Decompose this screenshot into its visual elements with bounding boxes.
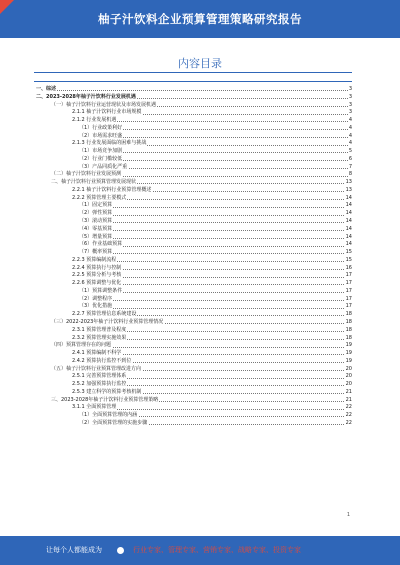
toc-entry[interactable] (0, 296, 400, 304)
toc-leader (79, 300, 350, 301)
toc-entry[interactable] (0, 140, 400, 148)
toc-entry-text: 3.1.1 全面预算管理 (72, 404, 117, 411)
toc-entry-page: 17 (345, 280, 352, 287)
toc-entry-text: （3）产品同质化严重 (79, 163, 128, 170)
toc-entry[interactable] (0, 102, 400, 110)
toc-entry[interactable] (0, 257, 400, 265)
toc-entry-text: （2）调整程序 (79, 295, 113, 302)
toc-entry-page: 18 (345, 318, 352, 325)
toc-entry[interactable] (0, 117, 400, 125)
toc-entry-page: 18 (345, 326, 352, 333)
toc-entry[interactable] (0, 226, 400, 234)
toc-entry-page: 22 (345, 419, 352, 426)
toc-entry-page: 17 (345, 272, 352, 279)
toc-entry-text: 2.1.1 柚子汁饮料行业市场规模 (72, 109, 142, 116)
toc-entry-page: 19 (345, 350, 352, 357)
toc-title: 内容目录 (178, 57, 222, 70)
toc-entry[interactable] (0, 327, 400, 335)
toc-entry-text: （2）市场需求旺盛 (79, 132, 123, 139)
toc-entry-page: 4 (348, 117, 352, 124)
toc-entry[interactable] (0, 234, 400, 242)
toc-entry-page: 3 (348, 86, 352, 92)
toc-entry-text: 2.1.2 行业发展机遇 (72, 117, 117, 124)
toc-leader (79, 207, 350, 208)
toc-entry[interactable] (0, 187, 400, 195)
toc-entry[interactable] (0, 218, 400, 226)
toc-entry-page: 20 (345, 365, 352, 372)
toc-entry-text: （7）概率预算 (79, 249, 113, 256)
toc-entry-page: 21 (345, 388, 352, 395)
toc-entry-page: 4 (348, 132, 352, 139)
toc-entry-text: 二、2023-2028年柚子汁饮料行业发展机遇 (36, 93, 136, 100)
toc-entry-text: 2.2.4 预算执行与控制 (72, 264, 122, 271)
toc-entry-text: （3）滚动预算 (79, 218, 113, 225)
toc-top-rule (34, 72, 352, 73)
toc-leader (36, 90, 350, 91)
toc-entry-page: 13 (345, 179, 352, 186)
toc-entry-page: 3 (348, 109, 352, 116)
toc-entry[interactable] (0, 272, 400, 280)
toc-entry-page: 22 (345, 412, 352, 419)
toc-entry-text: 2.5.1 完善预算管理体系 (72, 373, 127, 380)
toc-entry-page: 14 (345, 194, 352, 201)
toc-entry[interactable] (0, 288, 400, 296)
toc-entry-page: 13 (345, 186, 352, 193)
toc-entry[interactable] (0, 319, 400, 327)
toc-entry-page: 17 (345, 295, 352, 302)
toc-entry-text: （1）预算调整条件 (79, 287, 123, 294)
toc-entry-text: 三、2023-2028年柚子汁饮料行业预算管理策略 (51, 396, 159, 403)
toc-entry-text: （1）全面预算管理的内涵 (79, 412, 138, 419)
toc-entry-text: （4）零基预算 (79, 225, 113, 232)
toc-entry[interactable] (0, 179, 400, 187)
footer-tagline: 行业专家、管理专家、营销专家、战略专家、投资专家 (133, 546, 301, 554)
toc-entry[interactable] (0, 311, 400, 319)
toc-entry-text: （三）2022-2023年柚子汁饮料行业预算管理情况 (51, 318, 164, 325)
toc-entry-text: 2.2.1 柚子汁饮料行业预算管理概述 (72, 186, 152, 193)
toc-entry-page: 17 (345, 303, 352, 310)
toc-entry-text: （五）柚子汁饮料行业预算管理改进方向 (51, 365, 142, 372)
toc-entry[interactable] (0, 381, 400, 389)
toc-entry-page: 15 (345, 256, 352, 263)
toc-entry[interactable] (0, 280, 400, 288)
toc-entry-page: 15 (345, 249, 352, 256)
toc-entry-page: 16 (345, 264, 352, 271)
toc-entry-text: 二、柚子汁饮料行业预算管理发展现状 (51, 179, 137, 186)
toc-entry-text: （二）柚子汁饮料行业发展预测 (51, 171, 122, 178)
toc-entry[interactable] (0, 249, 400, 257)
toc-entry-text: 一、综述 (36, 86, 57, 92)
toc-entry[interactable] (0, 241, 400, 249)
toc-entry[interactable] (0, 148, 400, 156)
toc-entry[interactable] (0, 86, 400, 94)
toc-entry-page: 19 (345, 342, 352, 349)
toc-entry-page: 5 (348, 148, 352, 155)
toc-entry-page: 6 (348, 155, 352, 162)
toc-entry-page: 17 (345, 287, 352, 294)
toc-entry-text: （1）行业政策利好 (79, 124, 123, 131)
footer-logo-icon (117, 547, 124, 554)
page-number: 1 (346, 512, 350, 518)
toc-entry-page: 20 (345, 381, 352, 388)
toc-entry-page: 3 (348, 101, 352, 108)
toc-entry-page: 19 (345, 357, 352, 364)
footer-bar (0, 536, 400, 565)
toc-entry-page: 3 (348, 93, 352, 100)
toc-entry-text: （1）固定预算 (79, 202, 113, 209)
toc-entry[interactable] (0, 202, 400, 210)
toc-entry[interactable] (0, 125, 400, 133)
toc-entry-text: （5）增量预算 (79, 233, 113, 240)
toc-entry-page: 4 (348, 140, 352, 147)
toc-entry-text: （2）弹性预算 (79, 210, 113, 217)
toc-entry-text: （2）全面预算管理的实施步骤 (79, 419, 148, 426)
toc-entry[interactable] (0, 366, 400, 374)
toc-entry-text: 2.5.3 建立科学的预算考核机制 (72, 388, 142, 395)
toc-entry[interactable] (0, 156, 400, 164)
toc-entry-page: 7 (348, 163, 352, 170)
document-title: 柚子汁饮料企业预算管理策略研究报告 (98, 12, 302, 26)
toc-entry[interactable] (0, 94, 400, 102)
header-bar (0, 0, 400, 38)
toc-entry[interactable] (0, 404, 400, 412)
toc-entry-page: 4 (348, 124, 352, 131)
toc-entry-text: 2.2.6 预算调整与优化 (72, 280, 122, 287)
toc-leader (79, 222, 350, 223)
toc-entry[interactable] (0, 358, 400, 366)
toc-entry-text: 2.3.2 预算管理实施效果 (72, 334, 127, 341)
toc-entry[interactable] (0, 389, 400, 397)
toc-entry-text: 2.4.1 预算编制不科学 (72, 350, 122, 357)
toc-entry-page: 22 (345, 404, 352, 411)
toc-leader (79, 238, 350, 239)
toc-entry-text: （一）柚子汁饮料行业运营现状及市场发展机遇 (51, 101, 157, 108)
toc-entry[interactable] (0, 412, 400, 420)
toc-entry-page: 20 (345, 373, 352, 380)
toc-entry-page: 14 (345, 225, 352, 232)
toc-entry-text: 2.2.3 预算编制流程 (72, 256, 117, 263)
toc-entry[interactable] (0, 210, 400, 218)
toc-entry-page: 14 (345, 241, 352, 248)
toc-entry-text: 2.2.2 预算管理主要模式 (72, 194, 127, 201)
toc-entry-text: 2.2.7 预算管理信息系统建设 (72, 311, 137, 318)
toc-entry[interactable] (0, 350, 400, 358)
toc-entry-text: 2.3.1 预算管理普及程度 (72, 326, 127, 333)
toc-entry-page: 14 (345, 210, 352, 217)
toc-entry[interactable] (0, 420, 400, 428)
toc-leader (79, 308, 350, 309)
toc-leader (79, 253, 350, 254)
toc-entry-text: （3）优化措施 (79, 303, 113, 310)
footer-slogan: 让每个人都能成为 (46, 546, 102, 554)
toc-entry[interactable] (0, 195, 400, 203)
toc-entry[interactable] (0, 303, 400, 311)
toc-entry[interactable] (0, 397, 400, 405)
toc-entry-page: 14 (345, 233, 352, 240)
toc-entry[interactable] (0, 265, 400, 273)
toc-entry-text: 2.2.5 预算分析与考核 (72, 272, 122, 279)
toc-entry-page: 21 (345, 396, 352, 403)
toc-entry-text: 2.1.3 行业发展面临的困难与挑战 (72, 140, 147, 147)
toc-entry-page: 14 (345, 218, 352, 225)
toc-entry-page: 18 (345, 311, 352, 318)
toc-entry-text: （2）行业门槛较低 (79, 155, 123, 162)
toc-entry-page: 8 (348, 171, 352, 178)
toc-entry-text: （四）预算管理存在的问题 (51, 342, 112, 349)
toc-entry-page: 18 (345, 334, 352, 341)
toc-list (0, 86, 400, 428)
toc-sub-rule (34, 81, 352, 82)
toc-leader (79, 230, 350, 231)
toc-entry-text: （1）市场竞争加剧 (79, 148, 123, 155)
toc-entry-text: （6）作业基础预算 (79, 241, 123, 248)
toc-entry[interactable] (0, 342, 400, 350)
toc-entry[interactable] (0, 109, 400, 117)
toc-entry[interactable] (0, 133, 400, 141)
toc-entry[interactable] (0, 373, 400, 381)
toc-leader (79, 215, 350, 216)
toc-entry-text: 2.4.2 预算执行监控不到位 (72, 357, 132, 364)
toc-entry-page: 14 (345, 202, 352, 209)
toc-entry-text: 2.5.2 加强预算执行监控 (72, 381, 127, 388)
